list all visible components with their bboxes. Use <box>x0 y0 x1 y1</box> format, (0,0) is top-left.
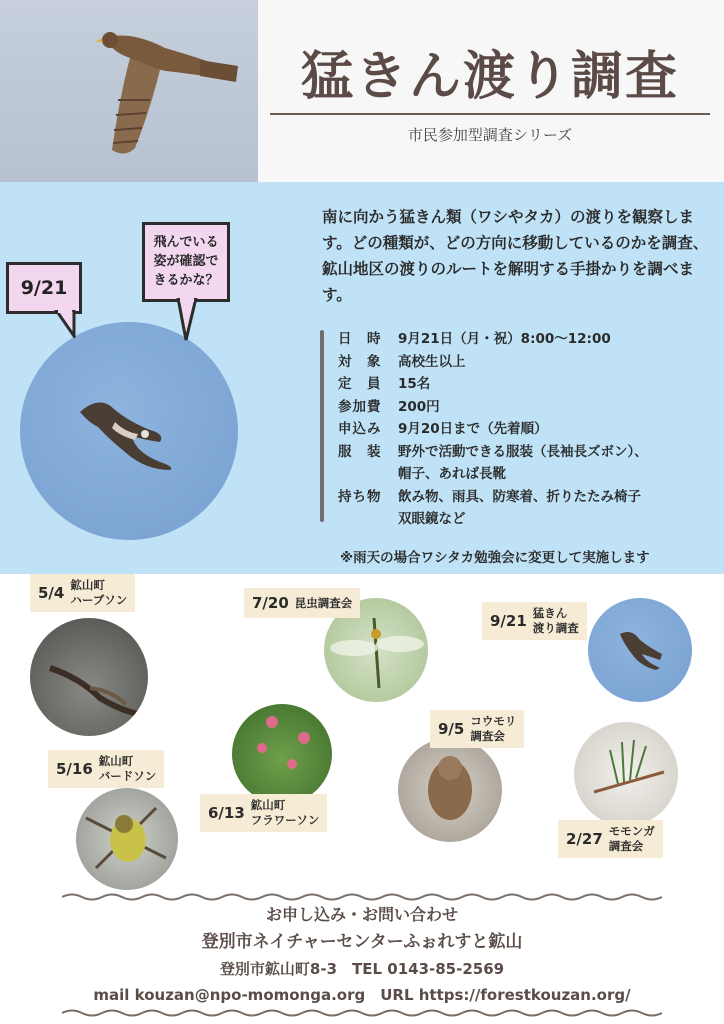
event-date: 9/21 <box>490 612 527 630</box>
detail-label: 定 員 <box>338 376 382 392</box>
detail-value: 200円 <box>398 398 440 415</box>
detail-value: 9月20日まで（先着順） <box>398 421 548 437</box>
detail-value: 帽子、あれば長靴 <box>398 466 506 482</box>
detail-label: 参加費 <box>338 398 382 415</box>
lizard-icon <box>30 618 148 736</box>
flying-hawk-icon <box>588 598 692 702</box>
header <box>0 0 724 182</box>
hawk-event-photo <box>588 598 692 702</box>
event-date: 9/5 <box>438 720 465 738</box>
detail-value: 15名 <box>398 376 431 392</box>
flower-icon <box>232 704 332 804</box>
detail-label: 日 時 <box>338 331 382 347</box>
rain-note: ※雨天の場合ワシタカ勉強会に変更して実施します <box>340 550 650 566</box>
detail-value: 高校生以上 <box>398 353 466 370</box>
detail-row <box>320 396 720 419</box>
address-tel: 登別市鉱山町8-3 TEL 0143-85-2569 <box>219 960 505 978</box>
detail-value: 9月21日（月・祝）8:00〜12:00 <box>398 331 611 347</box>
bubble-tail <box>176 298 200 342</box>
flying-hawk-icon <box>20 322 238 540</box>
intro-text: 南に向かう猛きん類（ワシやタカ）の渡りを観察します。どの種類が、どの方向に移動しているのかを調査、鉱山地区の渡りのルートを解明する手掛かりを調べます。 <box>322 208 709 304</box>
detail-row <box>320 418 720 441</box>
details-bar <box>320 330 324 522</box>
detail-value: 双眼鏡など <box>398 511 466 527</box>
detail-row <box>320 373 720 396</box>
hawk-icon <box>0 0 258 182</box>
momonga-event-photo <box>574 722 678 826</box>
event-name: 猛きん 渡り調査 <box>532 606 579 635</box>
detail-label: 対 象 <box>338 353 382 370</box>
bottom-wave-divider <box>62 1008 662 1018</box>
question-speech-bubble: 飛んでいる姿が確認できるかな？ <box>142 222 230 302</box>
title-divider <box>270 113 710 115</box>
event-name: 鉱山町 バードソン <box>98 754 157 783</box>
detail-label: 服 装 <box>338 443 382 460</box>
event-name: 鉱山町 フラワーソン <box>250 798 320 827</box>
event-tag-flower <box>200 794 327 832</box>
detail-row <box>320 508 720 531</box>
event-date: 5/4 <box>38 584 65 602</box>
detail-label: 持ち物 <box>338 488 382 505</box>
bubble-tail <box>54 310 78 338</box>
herb-event-photo <box>30 618 148 736</box>
detail-row <box>320 486 720 509</box>
event-tag-bird <box>48 750 164 788</box>
top-wave-divider <box>62 892 662 902</box>
event-tag-bat <box>430 710 524 748</box>
detail-row <box>320 328 720 351</box>
contact-heading: お申し込み・お問い合わせ <box>265 905 458 924</box>
event-date: 6/13 <box>208 804 245 822</box>
event-tag-momonga <box>558 820 663 858</box>
mail-url[interactable]: mail kouzan@npo-momonga.org URL https://forestkouzan.org/ <box>93 986 631 1004</box>
detail-value: 飲み物、雨具、防寒着、折りたたみ椅子 <box>398 488 641 505</box>
contact-footer <box>0 902 724 1008</box>
event-name: 鉱山町 ハーブソン <box>70 578 128 607</box>
flower-event-photo <box>232 704 332 804</box>
detail-row <box>320 441 720 464</box>
event-details <box>320 328 720 531</box>
detail-value: 野外で活動できる服装（長袖長ズボン）、 <box>398 443 648 460</box>
event-date: 2/27 <box>566 830 603 848</box>
detail-row <box>320 463 720 486</box>
event-name: モモンガ 調査会 <box>608 824 655 853</box>
page-subtitle: 市民参加型調査シリーズ <box>407 126 573 144</box>
detail-row <box>320 351 720 374</box>
date-speech-bubble: 9/21 <box>6 262 82 314</box>
page-title: 猛きん渡り調査 <box>300 47 679 107</box>
hawk-photo <box>0 0 258 182</box>
organization-name: 登別市ネイチャーセンターふぉれすと鉱山 <box>201 932 523 952</box>
bird-icon <box>76 788 178 890</box>
event-date: 7/20 <box>252 594 289 612</box>
event-name: コウモリ 調査会 <box>470 714 517 743</box>
pine-branch-icon <box>574 722 678 826</box>
detail-label: 申込み <box>338 421 382 437</box>
event-tag-hawk <box>482 602 587 640</box>
detail-label <box>338 508 398 531</box>
event-date: 5/16 <box>56 760 93 778</box>
event-tag-insect <box>244 588 360 618</box>
event-tag-herb <box>30 574 135 612</box>
bat-event-photo <box>398 738 502 842</box>
event-name: 昆虫調査会 <box>294 595 353 610</box>
bird-event-photo <box>76 788 178 890</box>
detail-label <box>338 463 398 486</box>
bat-icon <box>398 738 502 842</box>
hawk-sky-photo <box>20 322 238 540</box>
